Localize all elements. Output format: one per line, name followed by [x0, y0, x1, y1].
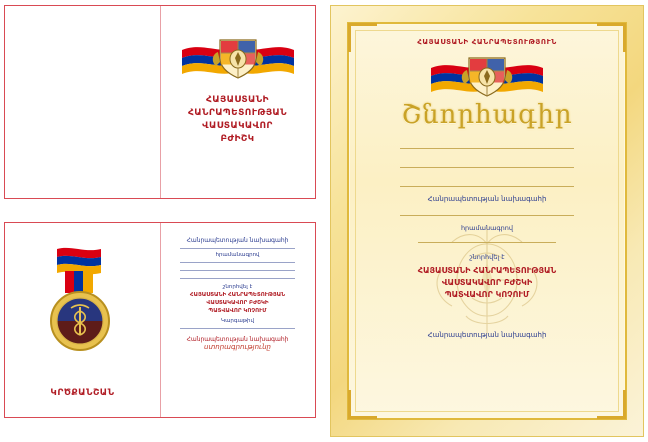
cover-title-line-2: ՀԱՆՐԱՊԵՏՈՒԹՅԱՆ: [188, 108, 287, 118]
booklet-text-page: [160, 223, 315, 417]
divider-4: [180, 278, 295, 279]
divider-5: [180, 328, 295, 329]
diploma-signature-label: Հանրապետության նախագահի: [427, 331, 547, 339]
diploma-divider-5: [418, 242, 557, 243]
diploma-award-title-line-3: ՊԱՏՎԱՎՈՐ ԿՈՉՈՒՄ: [444, 290, 530, 299]
booklet-inside: [4, 222, 316, 418]
armenia-coat-of-arms-with-flag-icon: [427, 54, 547, 98]
diploma-divider-3: [400, 186, 575, 187]
diploma-award-title-line-1: ՀԱՅԱՍՏԱՆԻ ՀԱՆՐԱՊԵՏՈՒԹՅԱՆ: [417, 266, 557, 275]
diploma-frame: [347, 22, 627, 420]
president-line: Հանրապետության նախագահի: [186, 237, 289, 244]
booklet-cover-front: [160, 6, 315, 198]
medal-page: [5, 223, 160, 417]
awarded-label: շնորհվել է: [222, 284, 253, 290]
signature-label: Հանրապետության նախագահի: [186, 336, 289, 343]
diploma-award-title: [418, 265, 556, 301]
diploma-content: [349, 24, 625, 418]
award-title: [190, 291, 285, 315]
diploma-divider-1: [400, 148, 575, 149]
cover-title-line-4: ԲԺԻՇԿ: [220, 134, 255, 144]
award-title-line-1: ՀԱՅԱՍՏԱՆԻ ՀԱՆՐԱՊԵՏՈՒԹՅԱՆ: [189, 292, 286, 298]
signature-script: ստորագրությունը: [204, 343, 271, 351]
divider-3: [180, 270, 295, 271]
diploma-president-line: Հանրապետության նախագահի: [427, 195, 547, 203]
diploma-divider-4: [400, 215, 575, 216]
booklet-cover: [4, 5, 316, 199]
medal-label: ԿՐԾՔԱՆՇԱՆ: [50, 387, 115, 398]
divider-2: [180, 262, 295, 263]
award-title-line-2: ՎԱՍՏԱԿԱՎՈՐ ԲԺՇԿԻ: [206, 300, 269, 306]
diploma-divider-2: [400, 167, 575, 168]
diploma-decree-line: հրամանագրով: [460, 224, 514, 232]
medal-icon: [37, 243, 129, 378]
award-title-line-3: ՊԱՏՎԱՎՈՐ ԿՈՉՈՒՄ: [208, 308, 267, 314]
diploma-certificate: [330, 5, 644, 437]
decree-line: հրամանագրով: [215, 252, 260, 258]
cover-title-line-3: ՎԱՍՏԱԿԱՎՈՐ: [202, 121, 273, 131]
diploma-title: Շնորհագիր: [401, 100, 573, 130]
divider-1: [180, 248, 295, 249]
cover-title: [188, 94, 287, 146]
diploma-award-title-line-2: ՎԱՍՏԱԿԱՎՈՐ ԲԺՇԿԻ: [441, 278, 533, 287]
order-number-label: Կարգաթիվ: [221, 318, 254, 324]
diploma-awarded-label: շնորհվել է: [469, 253, 505, 261]
diploma-header: ՀԱՅԱՍՏԱՆԻ ՀԱՆՐԱՊԵՏՈՒԹՅՈՒՆ: [417, 38, 557, 46]
cover-title-line-1: ՀԱՅԱՍՏԱՆԻ: [206, 95, 269, 105]
armenia-coat-of-arms-with-flag-icon: [178, 36, 298, 80]
